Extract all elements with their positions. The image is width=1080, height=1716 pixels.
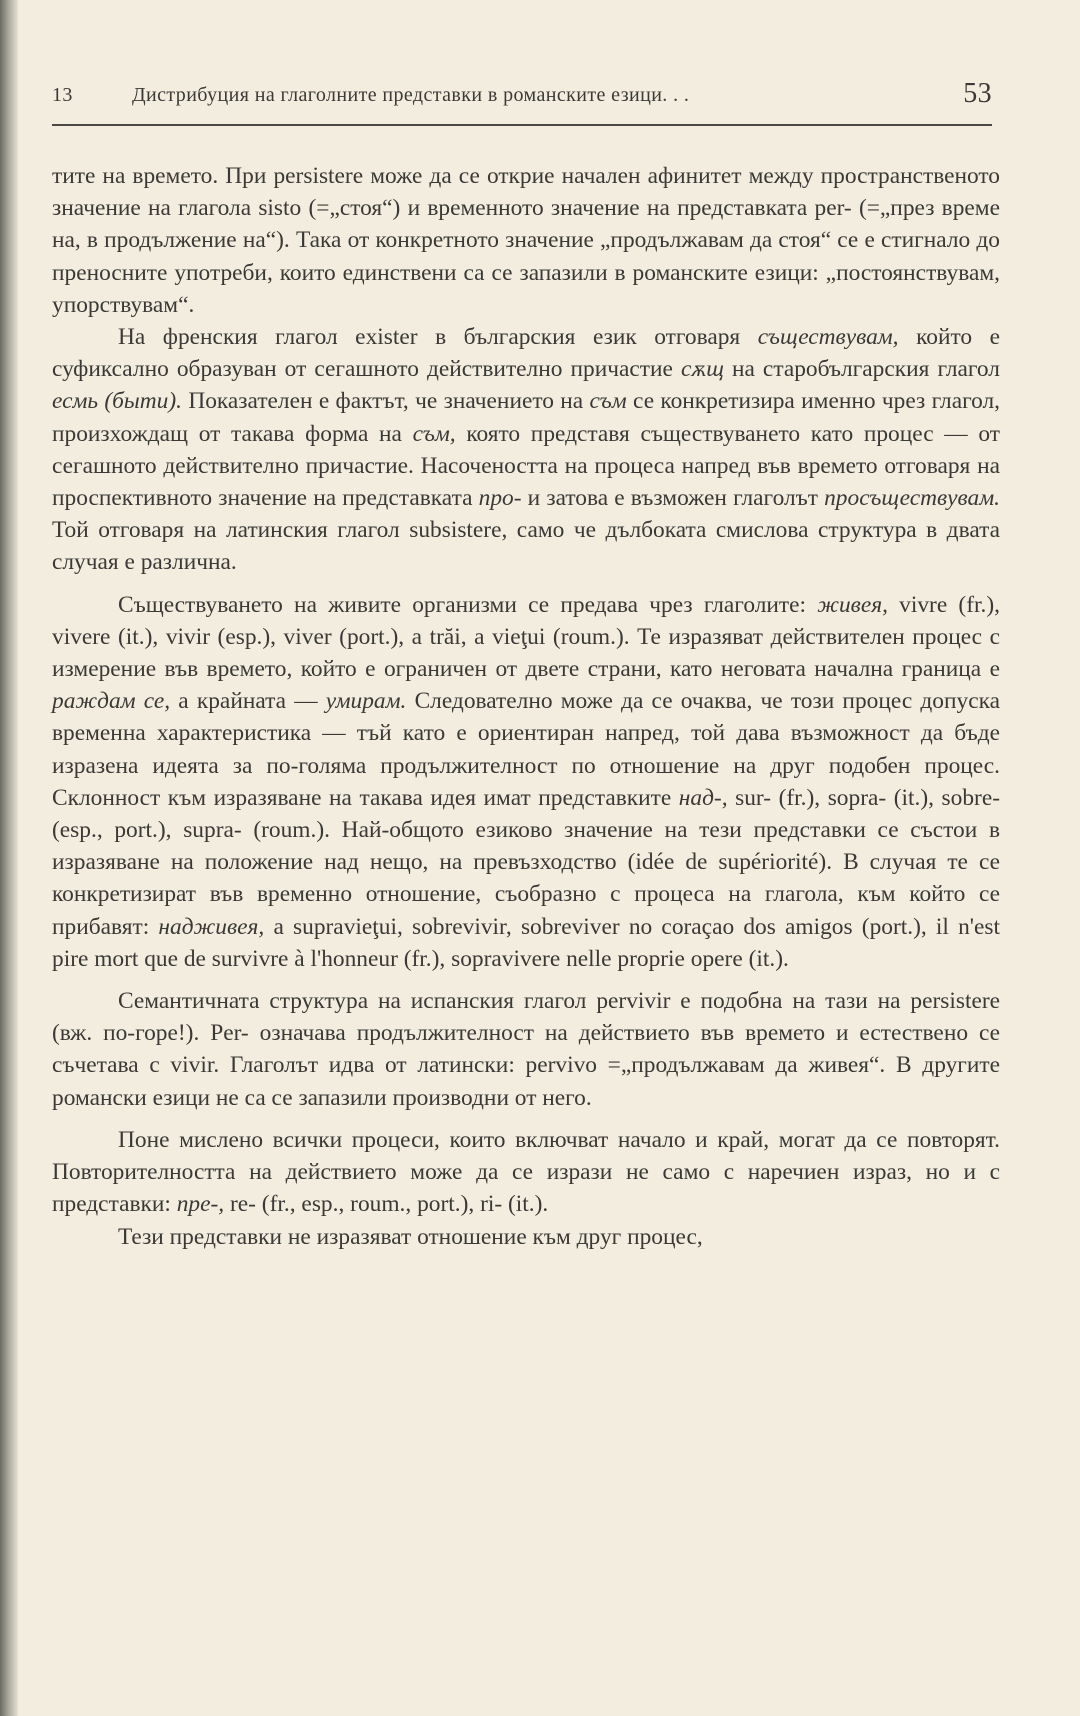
italic-term: живея, (817, 591, 888, 618)
text-run: vivre (fr.), vivere (it.), vivir (esp.), viver (port.), a trăi, a vieţui (roum.). Те изразяват действителен процес с измерение във времето, който е ограничен от двете страни, като неговата начална граница е (52, 591, 1000, 683)
text-run: Той отговаря на латинския глагол subsistere, само че дълбоката смислова структура в двата случая е различна. (52, 517, 1000, 576)
text-run: на старобългарския глагол (723, 356, 1000, 383)
text-run: re- (fr., esp., roum., port.), ri- (it.). (224, 1191, 549, 1218)
text-run: и затова е възможен глаголът (521, 485, 825, 512)
italic-term: раждам се, (52, 688, 171, 715)
text-run: се конкретизира именно чрез глагол, произхождащ от такава форма на (52, 388, 1000, 447)
text-run: sur- (fr.), sopra- (it.), sobre- (esp., port.), supra- (roum.). Най-общото езиково значение на тези представки се състои в изразяване на положение над нещо, на превъзходство (idée de supériorité). В случая те се конкретизират във временно отношение, съобразно с процеса на глагола, към който се прибавят: (52, 784, 1000, 940)
page-number: 53 (963, 78, 992, 109)
italic-term: съм, (412, 420, 456, 447)
italic-term: пре-, (176, 1191, 225, 1218)
header-rule (52, 124, 992, 126)
italic-term: сѫщ (680, 356, 724, 383)
italic-term: есмь (быти). (52, 388, 182, 415)
paragraph-5 (52, 1124, 1000, 1221)
text-run: а крайната — (170, 688, 326, 715)
paragraph-3 (52, 589, 1000, 975)
paragraph-1 (52, 160, 1000, 321)
text-run: На френския глагол exister в българския език отговаря (118, 324, 758, 351)
paragraph-2 (52, 321, 1000, 579)
text-run: който е суфиксално образуван от сегашното действително причастие (52, 324, 1000, 383)
text-run: тите на времето. При persistere може да се открие начален афинитет между пространственото значение на глагола sisto (=„стоя“) и временното значение на представката per- (=„през време на, в продължение на“). Така от конкретното значение „продължавам да стоя“ се е стигнало до преносните употреби, които единствени са се запазили в романските езици: „постоянствувам, упорствувам“. (52, 163, 1000, 318)
section-number: 13 (52, 84, 73, 106)
italic-term: съм (589, 388, 627, 415)
italic-term: про- (478, 485, 522, 512)
text-run: Семантичната структура на испанския глагол pervivir е подобна на тази на persistere (вж. по-горе!). Per- означава продължителност на действието във времето и естествено се съчетава с vivir. Глаголът идва от латински: pervivo =„продължавам да живея“. В другите романски езици не са се запазили производни от него. (52, 988, 1000, 1111)
body-text (52, 160, 1000, 1253)
italic-term: просъществувам. (824, 485, 1000, 512)
italic-term: умирам. (325, 688, 407, 715)
running-title: Дистрибуция на глаголните представки в романските езици. . . (132, 84, 690, 106)
italic-term: надживея, (158, 913, 265, 940)
text-run: Тези представки не изразяват отношение към друг процес, (118, 1223, 703, 1250)
text-run: Поне мислено всички процеси, които включват начало и край, могат да се повторят. Повторителността на действието може да се изрази не само с наречиен израз, но и с представки: (52, 1126, 1000, 1218)
text-run: Показателен е фактът, че значението на (181, 388, 590, 415)
text-run: Следователно може да се очаква, че този процес допуска временна характеристика — тъй като е ориентиран напред, той дава възможност да бъде изразена идеята за по-голяма продължителност по отношение на друг подобен процес. Склонност към изразяване на такава идея имат представките (52, 688, 1000, 811)
page-edge-shadow (0, 0, 18, 1716)
italic-term: съществувам, (757, 324, 899, 351)
page-header (52, 78, 992, 122)
text-run: Съществуването на живите организми се предава чрез глаголите: (118, 591, 818, 618)
italic-term: над-, (678, 784, 728, 811)
text-run: която представя съществуването като процес — от сегашното действително причастие. Насочеността на процеса напред във времето отговаря на проспективното значение на представката (52, 420, 1000, 512)
paragraph-6 (52, 1221, 1000, 1253)
paragraph-4 (52, 985, 1000, 1114)
text-run: a supravieţui, sobrevivir, sobreviver no coraçao dos amigos (port.), il n'est pire mort que de survivre à l'honneur (fr.), sopravivere nelle proprie opere (it.). (52, 913, 1000, 972)
